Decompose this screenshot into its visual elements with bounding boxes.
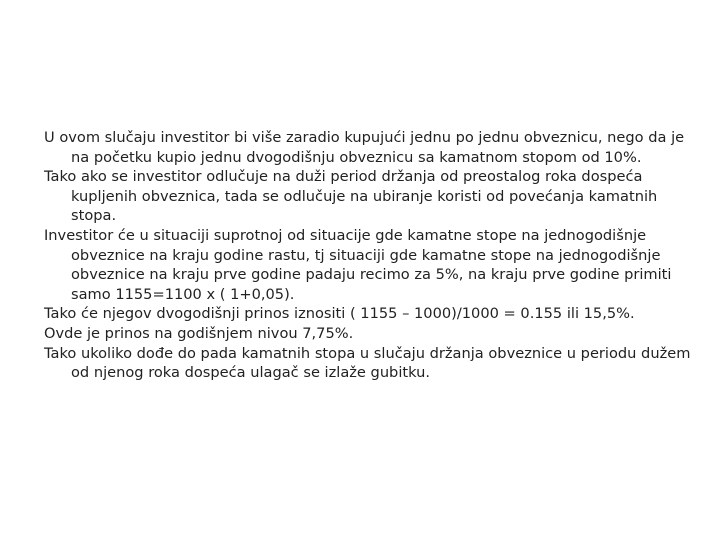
paragraph-1: U ovom slučaju investitor bi više zaradio kupujući jednu po jednu obveznicu, nego da je na početku kupio jednu dvogodišnju obveznicu sa kamatnom stopom od 10%. xyxy=(44,129,685,166)
paragraph-5: Ovde je prinos na godišnjem nivou 7,75%. xyxy=(44,324,354,342)
text-body xyxy=(44,128,694,383)
paragraph-3: Investitor će u situaciji suprotnoj od situacije gde kamatne stope na jednogodišnje obveznice na kraju godine rastu, tj situaciji gde kamatne stope na jednogodišnje obveznice na kraju prve godine padaju recimo za 5%, na kraju prve godine primiti samo 1155=1100 x ( 1+0,05). xyxy=(44,226,672,303)
paragraph-6: Tako ukoliko dođe do pada kamatnih stopa u slučaju držanja obveznice u periodu dužem od njenog roka dospeća ulagač se izlaže gubitku. xyxy=(44,344,691,382)
paragraph-4: Tako će njegov dvogodišnji prinos iznositi ( 1155 – 1000)/1000 = 0.155 ili 15,5%. xyxy=(44,305,635,323)
paragraph-2: Tako ako se investitor odlučuje na duži period držanja od preostalog roka dospeća kupljenih obveznica, tada se odlučuje na ubiranje koristi od povećanja kamatnih stopa. xyxy=(44,168,658,225)
